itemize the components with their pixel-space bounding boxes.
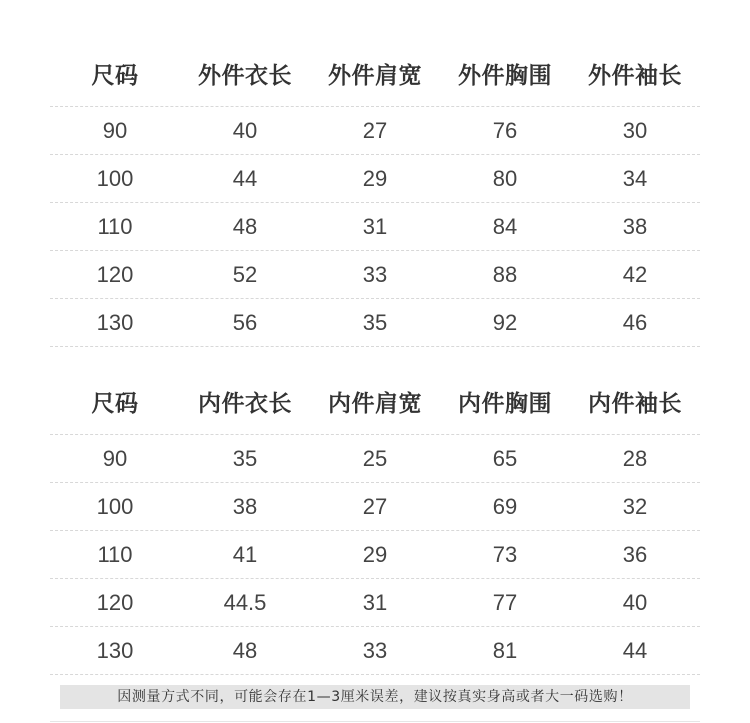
cell-shoulder: 27 xyxy=(362,493,388,519)
cell-sleeve: 40 xyxy=(622,589,648,615)
cell-shoulder: 29 xyxy=(362,165,388,191)
header-outer-chest: 外件胸围 xyxy=(458,62,552,89)
cell-size: 90 xyxy=(102,445,128,471)
cell-chest: 65 xyxy=(492,445,518,471)
header-inner-shoulder: 内件肩宽 xyxy=(328,390,422,417)
cell-sleeve: 38 xyxy=(622,213,648,239)
cell-sleeve: 28 xyxy=(622,445,648,471)
cell-sleeve: 36 xyxy=(622,541,648,567)
header-inner-chest: 内件胸围 xyxy=(458,390,552,417)
cell-shoulder: 33 xyxy=(362,637,388,663)
cell-chest: 88 xyxy=(492,261,518,287)
table-row xyxy=(50,203,700,251)
cell-shoulder: 35 xyxy=(362,309,388,335)
cell-size: 130 xyxy=(96,637,134,663)
cell-shoulder: 33 xyxy=(362,261,388,287)
cell-sleeve: 42 xyxy=(622,261,648,287)
table-row xyxy=(50,579,700,627)
table-row xyxy=(50,299,700,347)
table-row xyxy=(50,155,700,203)
cell-sleeve: 30 xyxy=(622,117,648,143)
cell-shoulder: 29 xyxy=(362,541,388,567)
cell-chest: 69 xyxy=(492,493,518,519)
cell-chest: 77 xyxy=(492,589,518,615)
header-outer-shoulder: 外件肩宽 xyxy=(328,62,422,89)
cell-size: 100 xyxy=(96,493,134,519)
cell-sleeve: 32 xyxy=(622,493,648,519)
table-row xyxy=(50,627,700,675)
cell-length: 40 xyxy=(232,117,258,143)
header-inner-length: 内件衣长 xyxy=(198,390,292,417)
inner-size-table xyxy=(50,368,700,675)
cell-length: 38 xyxy=(232,493,258,519)
cell-size: 110 xyxy=(97,213,133,239)
cell-length: 56 xyxy=(232,309,258,335)
header-outer-length: 外件衣长 xyxy=(198,62,292,89)
table-row xyxy=(50,435,700,483)
cell-shoulder: 31 xyxy=(362,589,388,615)
cell-chest: 73 xyxy=(492,541,518,567)
cell-length: 44 xyxy=(232,165,258,191)
cell-size: 100 xyxy=(96,165,134,191)
cell-chest: 80 xyxy=(492,165,518,191)
cell-length: 41 xyxy=(232,541,258,567)
measurement-note: 因测量方式不同，可能会存在1—3厘米误差，建议按真实身高或者大一码选购！ xyxy=(60,685,690,709)
cell-chest: 92 xyxy=(492,309,518,335)
header-size: 尺码 xyxy=(91,62,139,89)
cell-sleeve: 44 xyxy=(622,637,648,663)
header-inner-sleeve: 内件袖长 xyxy=(588,390,682,417)
outer-size-table xyxy=(50,40,700,347)
inner-table-header xyxy=(50,368,700,435)
header-size: 尺码 xyxy=(91,390,139,417)
cell-length: 35 xyxy=(232,445,258,471)
cell-chest: 76 xyxy=(492,117,518,143)
cell-size: 120 xyxy=(96,261,134,287)
cell-size: 110 xyxy=(97,541,133,567)
cell-chest: 81 xyxy=(492,637,518,663)
cell-size: 90 xyxy=(102,117,128,143)
cell-length: 52 xyxy=(232,261,258,287)
table-row xyxy=(50,251,700,299)
cell-length: 48 xyxy=(232,637,258,663)
divider xyxy=(50,721,700,722)
cell-size: 130 xyxy=(96,309,134,335)
cell-shoulder: 27 xyxy=(362,117,388,143)
cell-sleeve: 46 xyxy=(622,309,648,335)
cell-shoulder: 25 xyxy=(362,445,388,471)
cell-shoulder: 31 xyxy=(362,213,388,239)
cell-chest: 84 xyxy=(492,213,518,239)
cell-size: 120 xyxy=(96,589,134,615)
cell-length: 48 xyxy=(232,213,258,239)
cell-sleeve: 34 xyxy=(622,165,648,191)
table-row xyxy=(50,531,700,579)
table-row xyxy=(50,107,700,155)
header-outer-sleeve: 外件袖长 xyxy=(588,62,682,89)
outer-table-header xyxy=(50,40,700,107)
table-row xyxy=(50,483,700,531)
cell-length: 44.5 xyxy=(223,589,267,615)
